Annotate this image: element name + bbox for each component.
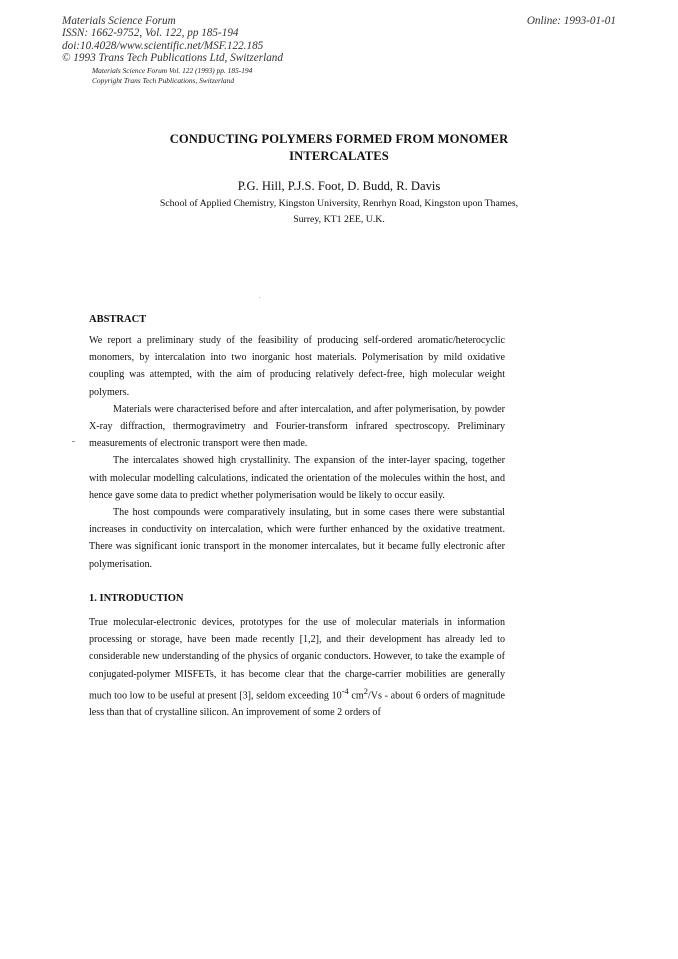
online-date: Online: 1993-01-01 — [526, 15, 616, 27]
metadata-journal-name: Materials Science Forum — [62, 15, 176, 27]
abstract-paragraph-4: The host compounds were comparatively insulating, but in some cases there were substantial increases in conductivity on intercalation, which were further enhanced by the oxidative treatment. There was significant ionic transport in the monomer intercalates, but it became fully electronic after polymerisation. — [89, 507, 505, 570]
author-affiliation — [0, 196, 678, 228]
metadata-copyright: © 1993 Trans Tech Publications Ltd, Switzerland — [62, 52, 283, 65]
journal-citation: Materials Science Forum Vol. 122 (1993) pp. 185-194 — [92, 66, 253, 75]
journal-copyright: Copyright Trans Tech Publications, Switzerland — [92, 75, 235, 85]
scan-speck — [259, 297, 260, 298]
introduction-body — [89, 614, 505, 722]
abstract-paragraph-2: Materials were characterised before and after intercalation, and after polymerisation, by powder X-ray diffraction, thermogravimetry and Fourier-transform infrared spectroscopy. Preliminary measurements of electronic transport were then made. — [89, 403, 505, 450]
abstract-body — [89, 332, 505, 573]
journal-reference — [92, 66, 252, 85]
metadata-doi: doi:10.4028/www.scientific.net/MSF.122.185 — [62, 39, 264, 52]
intro-text-part-2: /Vs - about 6 orders of magnitude less than that of crystalline silicon. An improvement of some 2 orders of — [89, 690, 505, 719]
paper-title-line-1: CONDUCTING POLYMERS FORMED FROM MONOMER — [169, 132, 509, 146]
abstract-paragraph-1: We report a preliminary study of the feasibility of producing self-ordered aromatic/heterocyclic monomers, by intercalation into two inorganic host materials. Polymerisation by mild oxidative coupling was attempted, with the aim of producing relatively defect-free, high molecular weight polymers. — [89, 335, 505, 398]
exponent-two: 2 — [363, 686, 368, 696]
affiliation-line-1: School of Applied Chemistry, Kingston University, Renrhyn Road, Kingston upon Thames, — [159, 198, 519, 209]
metadata-issn: ISSN: 1662-9752, Vol. 122, pp 185-194 — [62, 27, 239, 40]
paper-title-line-2: INTERCALATES — [289, 149, 389, 163]
affiliation-line-2: Surrey, KT1 2EE, U.K. — [293, 214, 385, 225]
author-list: P.G. Hill, P.J.S. Foot, D. Budd, R. Davis — [237, 179, 441, 193]
exponent-minus-four: -4 — [341, 686, 349, 696]
intro-text-part-1: True molecular-electronic devices, prototypes for the use of molecular materials in information processing or storage, have been made recently [1,2], and their development has already led to considerable new understanding of the physics of organic conductors. However, to take the example of conjugated-polymer MISFETs, it has become clear that the charge-carrier mobilities are generally much too low to be useful at present [3], seldom exceeding 10 — [89, 617, 505, 702]
introduction-paragraph-1 — [89, 614, 505, 722]
abstract-heading: ABSTRACT — [89, 314, 147, 325]
margin-mark — [72, 441, 75, 442]
paper-title — [0, 131, 678, 165]
abstract-paragraph-3: The intercalates showed high crystallinity. The expansion of the inter-layer spacing, together with molecular modelling calculations, indicated the orientation of the molecules within the host, and hence gave some data to predict whether polymerisation would be likely to occur easily. — [89, 455, 505, 501]
publication-metadata — [62, 15, 283, 65]
unit-base: cm — [348, 690, 364, 702]
introduction-heading: 1. INTRODUCTION — [89, 593, 184, 604]
